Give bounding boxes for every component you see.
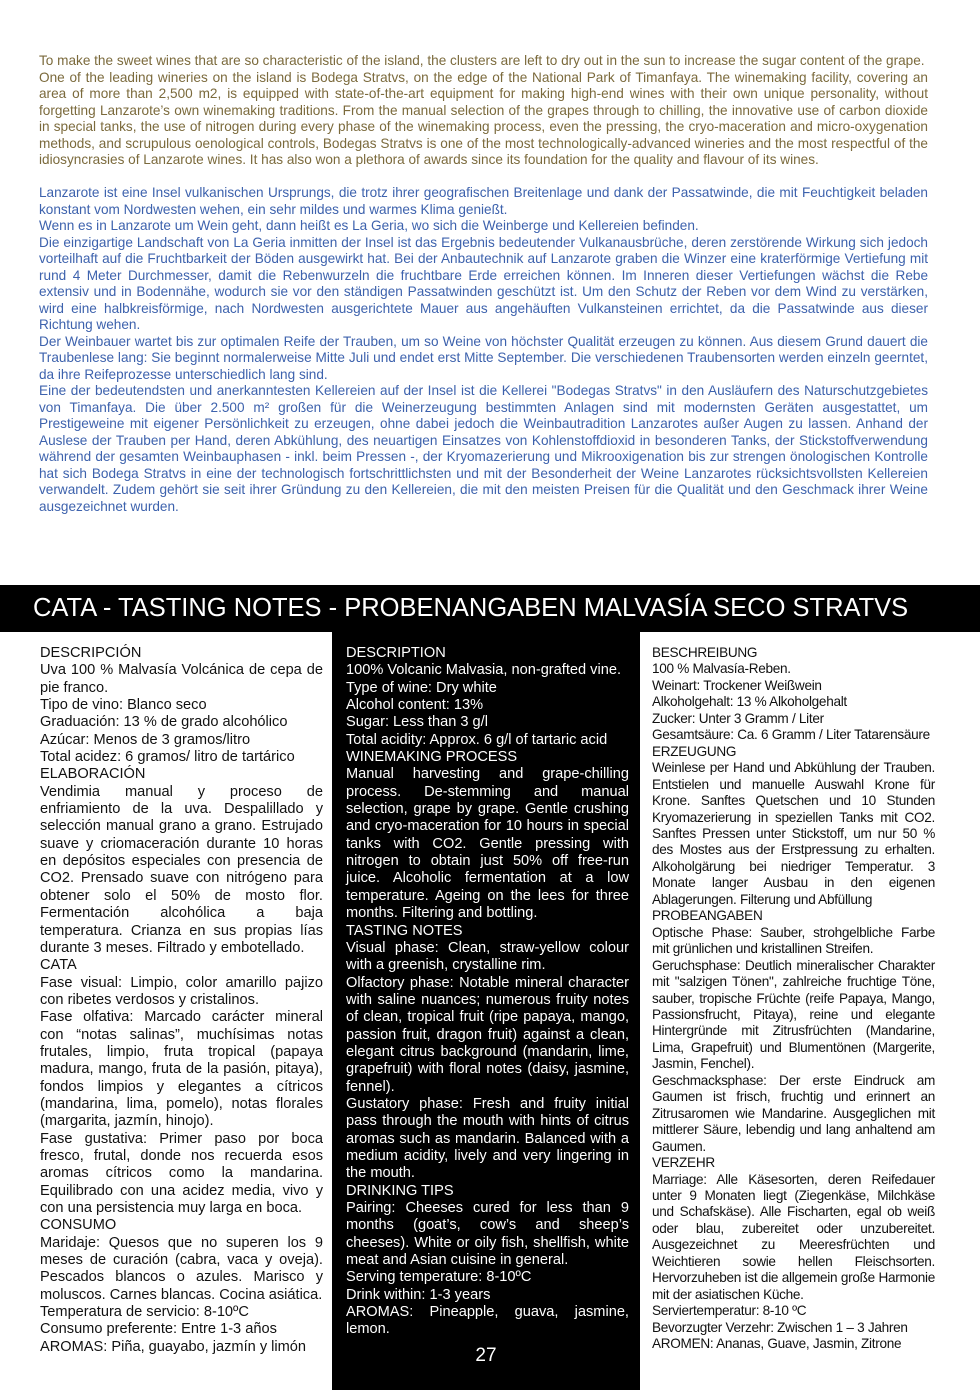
paragraph: Alkoholgehalt: 13 % Alkoholgehalt [652,694,847,710]
paragraph: Olfactory phase: Notable mineral character with saline nuances; numerous fruity notes of clean, tropical fruit (ripe papaya, mango, passion fruit, dragon fruit) against a clean, elegant citrus background (mandarin, lime, grapefruit) with floral notes (daisy, jasmine, fennel). [346,974,629,1095]
paragraph: Visual phase: Clean, straw-yellow colour with a greenish, crystalline rim. [346,939,629,974]
paragraph: Die einzigartige Landschaft von La Geria inmitten der Insel ist das Ergebnis bedeutender Vulkanausbrüche, deren zerstörende Wirkung sich jedoch vorteilhaft auf die Fruchtbarkeit der Böden ausgewirkt hat. Bei der Anbautechnik auf Lanzarote graben die Winzer eine kraterförmige Vertiefung mit rund 4 Meter Durchmesser, damit die Rebenwurzeln die fruchtbare Erde erreichen können. Im Inneren dieser Vertiefungen wächst die Rebe extensiv und in Bodennähe, wodurch sie vor den ständigen Passatwinden geschützt ist. Um den Schutz der Reben vor dem Wind zu verstärken, wird eine halbkreisförmige, nach Nordwesten ausgerichtete Mauer aus angehäuften Vulkansteinen errichtet, da die Passatwinde aus dieser Richtung wehen. [39,234,928,332]
paragraph: Eine der bedeutendsten und anerkanntesten Kellereien auf der Insel ist die Kellerei "Bodegas Stratvs" in den Ausläufern des Naturschutzgebietes von Timanfaya. Die über 2.500 m² großen für die Weinerzeugung bestimmten Anlagen sind mit modernsten Geräten ausgestattet, um Prestigeweine mit eigener Persönlichkeit zu erzeugen, ohne dabei jedoch die Weinbautradition Lanzarotes außer Augen zu lassen. Anhand der Auslese der Trauben per Hand, deren Abkühlung, des neuartigen Einsatzes von Kohlenstoffdioxid in besonderen Tanks, der Stickstoffverwendung während der gesamten Weinbauphasen - inkl. beim Pressen -, der Kryomazerierung und Mikrooxigenation bis zur strengen önologischen Kontrolle hat sich Bodega Stratvs in eine der technologisch fortschrittlichsten und mit der Besonderheit der Weine Lanzarotes rücksichtsvollsten Kellereien verwandelt. Zudem gehört sie seit ihrer Gründung zu den Kellereien, die mit den meisten Preisen für die Qualität und den Geschmack ihrer Weine ausgezeichnet wurden. [39,383,928,514]
paragraph: Gesamtsäure: Ca. 6 Gramm / Liter Tatarensäure [652,727,930,743]
paragraph: Bevorzugter Verzehr: Zwischen 1 – 3 Jahren [652,1319,908,1335]
paragraph: AROMAS: Pineapple, guava, jasmine, lemon. [346,1304,629,1338]
paragraph: 100 % Malvasía-Reben. [652,661,791,677]
paragraph: BESCHREIBUNG [652,645,758,660]
paragraph: Consumo preferente: Entre 1-3 años [40,1321,277,1338]
paragraph: VERZEHR [652,1155,715,1171]
paragraph: Lanzarote ist eine Insel vulkanischen Ursprungs, die trotz ihrer geografischen Breitenlage und dank der Passatwinde, die mit Feuchtigkeit beladen konstant vom Nordwesten wehen, ein sehr mildes und warmes Klima genießt. [39,185,928,217]
paragraph: AROMAS: Piña, guayabo, jazmín y limón [40,1338,307,1355]
paragraph: Fase visual: Limpio, color amarillo pajizo con ribetes verdosos y cristalinos. [40,974,323,1008]
paragraph: 100% Volcanic Malvasia, non-grafted vine. [346,662,622,679]
paragraph: Zucker: Unter 3 Gramm / Liter [652,710,824,726]
paragraph: Marriage: Alle Käsesorten, deren Reifedauer unter 9 Monaten liegt (Ziegenkäse, Milchkäse und Schafskäse). Alle Fischarten, egal ob weiß oder blau, zubereitet oder unzubereitet. Ausgezeichnet zu Meeresfrüchten und Weichtieren sowie hellen Fleischsorten. Hervorzuheben ist die allgemein große Harmonie mit der asiatischen Küche. [652,1171,935,1302]
paragraph: Geruchsphase: Deutlich mineralischer Charakter mit "salzigen Tönen", zahlreiche fruchtige Töne, sauber, tropische Früchte (reife Papaya, Mango, Passionsfrucht, Pitaya), reine und elegante Hintergründe mit Zitrusfrüchten (Mandarine, Lima, Grapefruit) und Blumentönen (Margerite, Jasmin, Fenchel). [652,957,935,1072]
paragraph: One of the leading wineries on the island is Bodega Stratvs, on the edge of the National Park of Timanfaya. The winemaking facility, covering an area of more than 2,500 m2, is equipped with state-of-the-art equipment for making high-end wines with their own unique personality, without forgetting Lanzarote’s own winemaking traditions. From the manual selection of the grapes through to chilling, the innovative use of carbon dioxide in special tanks, the use of nitrogen during every phase of the winemaking process, even the pressing, the cryo-maceration and micro-oxygenation methods, and scrupulous oenological controls, Bodegas Stratvs is one of the most technologically-advanced wineries and the most respectful of the idiosyncrasies of Lanzarote wines. It has also won a plethora of awards since its foundation for the quality and flavour of its wines. [39,69,928,167]
paragraph: Uva 100 % Malvasía Volcánica de cepa de pie franco. [40,662,323,696]
paragraph: WINEMAKING PROCESS [346,749,518,766]
paragraph: Manual harvesting and grape-chilling process. De-stemming and manual selection, grape by grape. Gentle crushing and cryo-maceration for 10 hours in special tanks with CO2. Gentle pressing with nitrogen to obtain just 50% off free-run juice. Alcoholic fermentation at a low temperature. Ageing on the lees for three months. Filtering and bottling. [346,766,629,922]
spanish-tasting-notes [40,645,323,1356]
paragraph: Drink within: 1-3 years [346,1286,491,1303]
paragraph: Fase olfativa: Marcado carácter mineral con “notas salinas”, muchísimas notas frutales, limpio, fruta tropical (papaya madura, mango, fruta de la pasión, pitaya), fondos limpios y elegantes a cítricos (mandarina, lima, pomelo), notas florales (margarita, jazmín, hinojo). [40,1009,323,1130]
paragraph: Total acidez: 6 gramos/ litro de tartárico [40,749,295,766]
paragraph: Geschmacksphase: Der erste Eindruck am Gaumen ist frisch, fruchtig und erinnert an Zitrusaromen wie Mandarine. Ausgeglichen mit mittlerer Säure, lebendig und lang anhaltend am Gaumen. [652,1072,935,1154]
paragraph: Pairing: Cheeses cured for less than 9 months (goat’s, cow’s and sheep’s cheeses). White or oily fish, shellfish, white meat and Asian cuisine in general. [346,1200,629,1269]
paragraph: ELABORACIÓN [40,766,146,783]
page-number: 27 [475,1345,497,1366]
paragraph: Wenn es in Lanzarote um Wein geht, dann heißt es La Geria, wo sich die Weinberge und Kellereien befinden. [39,218,699,233]
paragraph: Weinlese per Hand und Abkühlung der Trauben. Entstielen und manuelle Auswahl Krone für Krone. Sanftes Quetschen und 10 Stunden Kryomazerierung in speziellen Tanks mit CO2. Sanftes Pressen unter Stickstoff, um nur 50 % des Mostes aus der Erstpressung zu erhalten. Alkoholgärung bei niedriger Temperatur. 3 Monate langer Ausbau in den eigenen Ablagerungen. Filterung und Abfüllung [652,760,935,907]
paragraph: To make the sweet wines that are so characteristic of the island, the clusters are left to dry out in the sun to increase the sugar content of the grape. [39,53,925,68]
paragraph: Total acidity: Approx. 6 g/l of tartaric acid [346,731,608,748]
paragraph: Graduación: 13 % de grado alcohólico [40,714,288,731]
paragraph: Gustatory phase: Fresh and fruity initial pass through the mouth with hints of citrus aromas such as mandarin. Balanced with a medium acidity, lively and very lingering in the mouth. [346,1095,629,1182]
paragraph: Vendimia manual y proceso de enfriamiento de la uva. Despalillado y selección manual grano a grano. Estrujado suave y criomaceración durante 10 horas en depósitos especiales con presencia de CO2. Prensado suave con nitrógeno para obtener solo el 50% de mosto flor. Fermentación alcohólica a baja temperatura. Crianza en sus propias lías durante 3 meses. Filtrado y embotellado. [40,783,323,956]
intro-german [39,185,928,515]
paragraph: Type of wine: Dry white [346,679,497,696]
english-tasting-notes [346,645,629,1339]
paragraph: DESCRIPTION [346,645,446,661]
paragraph: Der Weinbauer wartet bis zur optimalen Reife der Trauben, um so Weine von höchster Qualität erzeugen zu können. Aus diesem Grund dauert die Traubenlese lang: Sie beginnt normalerweise Mitte Juli und endet erst Mitte September. Die verschiedenen Traubensorten werden einzeln geerntet, da ihre Reifeprozesse unterschiedlich lang sind. [39,333,928,382]
paragraph: AROMEN: Ananas, Guave, Jasmin, Zitrone [652,1336,902,1352]
paragraph: Serviertemperatur: 8-10 ºC [652,1303,807,1319]
paragraph: Serving temperature: 8-10ºC [346,1269,532,1286]
paragraph: Optische Phase: Sauber, strohgelbliche Farbe mit grünlichen und kristallinen Streifen. [652,924,935,957]
paragraph: Maridaje: Quesos que no superen los 9 meses de curación (cabra, vaca y oveja). Pescados blancos o azules. Marisco y moluscos. Carnes blancas. Cocina asiática. [40,1234,323,1303]
section-title: CATA - TASTING NOTES - PROBENANGABEN MALVASÍA SECO STRATVS [0,585,980,632]
intro-text [39,53,928,515]
paragraph: CATA [40,957,77,974]
paragraph: CONSUMO [40,1217,117,1234]
paragraph: DRINKING TIPS [346,1182,454,1199]
paragraph: TASTING NOTES [346,922,463,939]
paragraph: Tipo de vino: Blanco seco [40,697,207,714]
paragraph: Weinart: Trockener Weißwein [652,677,822,693]
paragraph: Fase gustativa: Primer paso por boca fresco, frutal, donde nos recuerda esos aromas cítricos como la mandarina. Equilibrado con una acidez media, vivo y con una persistencia muy larga en boca. [40,1130,323,1216]
paragraph: Temperatura de servicio: 8-10ºC [40,1304,249,1321]
german-tasting-notes [652,645,935,1352]
paragraph: Alcohol content: 13% [346,697,484,714]
paragraph: ERZEUGUNG [652,743,737,759]
paragraph: Sugar: Less than 3 g/l [346,714,488,731]
paragraph: DESCRIPCIÓN [40,645,142,661]
intro-english [39,53,928,169]
paragraph: Azúcar: Menos de 3 gramos/litro [40,731,251,748]
paragraph: PROBEANGABEN [652,908,763,924]
